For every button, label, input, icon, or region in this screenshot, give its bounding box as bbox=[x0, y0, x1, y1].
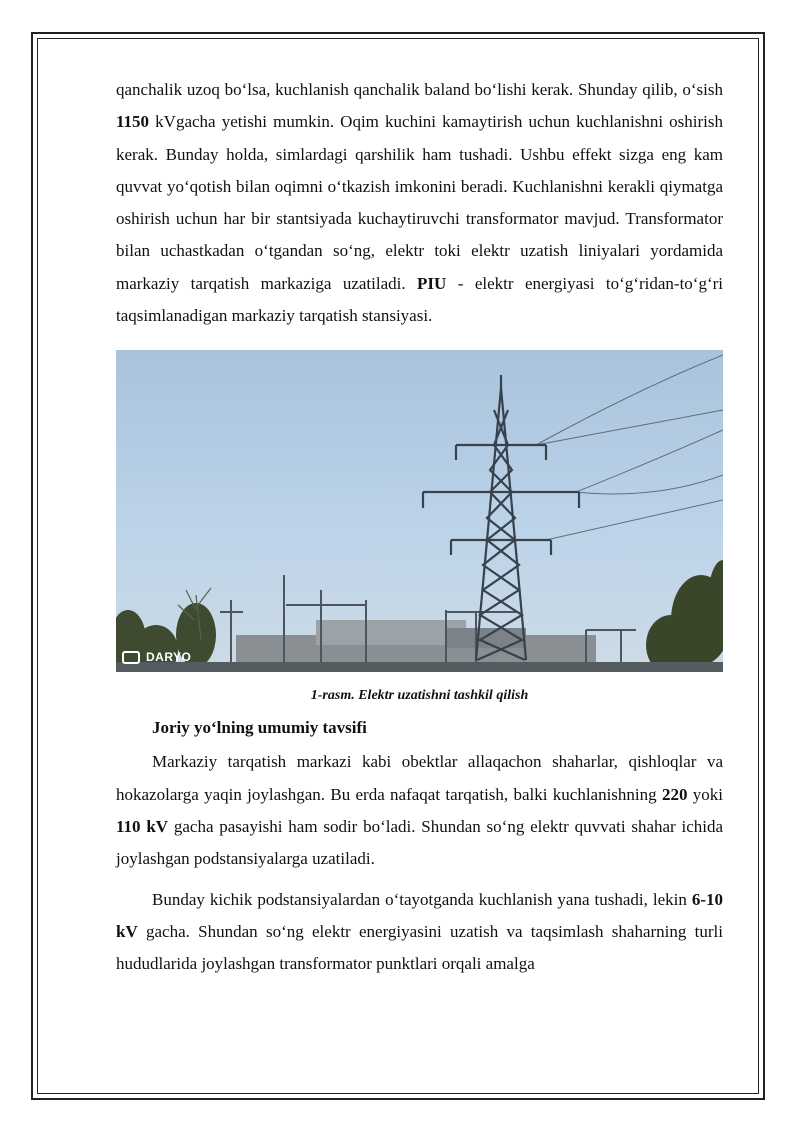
paragraph-text: kVgacha yetishi mumkin. Oqim kuchini kamaytirish uchun kuchlanishni oshirish kerak. Bunday holda, simlardagi qarshilik ham tushadi. Ushbu effekt sizga eng kam quvvat yo‘qotish bilan oqimni o‘tkazish imkonini beradi. Kuchlanishni kerakli qiymatga oshirish uchun har bir stantsiyada kuchaytiruvchi transformator mavjud. Transformator bilan uchastkadan o‘tgandan so‘ng, elektr toki elektr uzatish liniyalari yordamida markaziy tarqatish markaziga uzatiladi. bbox=[116, 112, 723, 293]
paragraph-1 bbox=[116, 74, 723, 332]
bold-value: 1150 bbox=[116, 112, 150, 132]
paragraph-text: qanchalik uzoq bo‘lsa, kuchlanish qanchalik baland bo‘lishi kerak. Shunday qilib, o‘sish bbox=[116, 80, 723, 99]
paragraph-text: - elektr energiyasi to‘g‘ridan-to‘g‘ri taqsimlanadigan markaziy tarqatish stansiyasi. bbox=[116, 273, 723, 326]
paragraph-text: Bunday kichik podstansiyalardan o‘tayotganda kuchlanish yana tushadi, lekin bbox=[152, 889, 692, 909]
paragraph-text: gacha. Shundan so‘ng elektr energiyasini uzatish va taqsimlash shaharning turli hududlarida joylashgan transformator punktlari orqali amalga bbox=[116, 921, 723, 974]
daryo-logo-text: DARYO bbox=[146, 650, 192, 665]
figure-caption: 1-rasm. Elektr uzatishni tashkil qilish bbox=[310, 688, 529, 704]
bold-value: 110 kV bbox=[116, 816, 169, 836]
daryo-logo-mark bbox=[122, 651, 140, 664]
paragraph-text: Markaziy tarqatish markazi kabi obektlar allaqachon shaharlar, qishloqlar va hokazolarga yaqin joylashgan. Bu erda nafaqat tarqatish, balki kuchlanishning bbox=[116, 752, 723, 804]
bold-value: 6-10 kV bbox=[116, 889, 723, 941]
paragraph-text: gacha pasayishi ham sodir bo‘ladi. Shundan so‘ng elektr quvvati shahar ichida joylashgan podstansiyalarga uzatiladi. bbox=[116, 816, 724, 869]
page-content bbox=[116, 74, 723, 980]
paragraph-text: yoki bbox=[687, 784, 723, 804]
bold-term: PIU bbox=[417, 273, 447, 293]
paragraph-2 bbox=[116, 746, 723, 875]
section-heading: Joriy yo‘lning umumiy tavsifi bbox=[152, 718, 367, 738]
bold-value: 220 bbox=[661, 784, 688, 804]
paragraph-3 bbox=[116, 884, 723, 981]
daryo-logo bbox=[122, 650, 191, 664]
power-tower-photo bbox=[116, 350, 723, 672]
